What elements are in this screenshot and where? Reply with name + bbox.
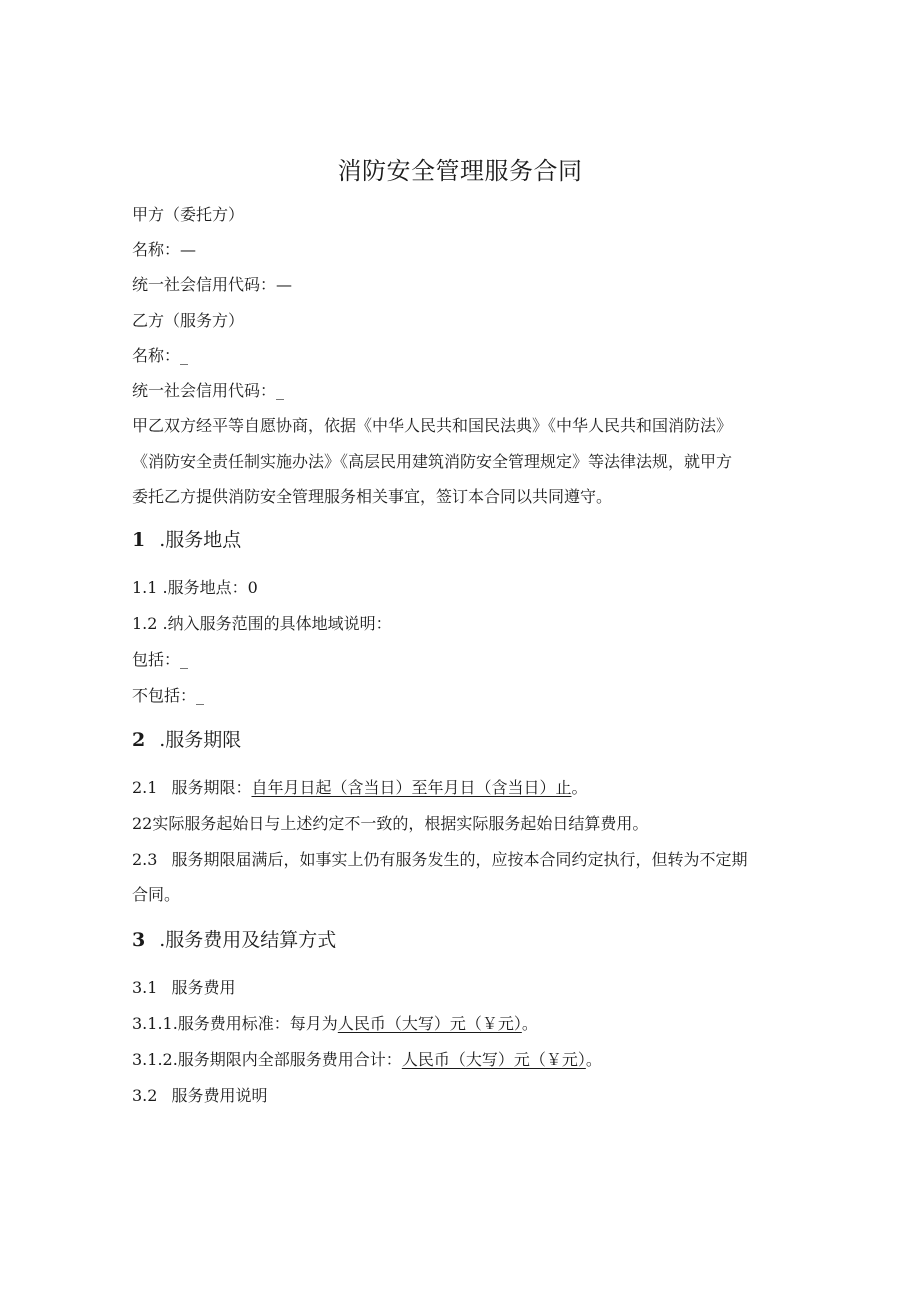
party-a-name: 名称：— bbox=[132, 240, 197, 259]
party-b-heading: 乙方（服务方） bbox=[132, 311, 245, 330]
item-3-2 bbox=[132, 1086, 267, 1106]
item-text: 服务期限届满后，如事实上仍有服务发生的，应按本合同约定执行，但转为不定期 bbox=[171, 850, 748, 869]
section-title: .服务地点 bbox=[159, 529, 242, 551]
item-text: 服务费用 bbox=[171, 978, 236, 997]
item-label: 3.2 bbox=[132, 1086, 158, 1105]
item-prefix: 3.1.2.服务期限内全部服务费用合计： bbox=[132, 1050, 402, 1069]
item-2-2: 22实际服务起始日与上述约定不一致的，根据实际服务起始日结算费用。 bbox=[132, 814, 649, 833]
item-label: 2.1 bbox=[132, 778, 158, 797]
section-number: 1 bbox=[132, 529, 146, 551]
section-title: .服务期限 bbox=[159, 729, 242, 751]
item-2-1 bbox=[132, 778, 588, 798]
item-3-1-1 bbox=[132, 1014, 538, 1034]
section-3-heading bbox=[132, 927, 336, 953]
item-1-1: 1.1 .服务地点：0 bbox=[132, 578, 258, 597]
item-3-1-2 bbox=[132, 1050, 602, 1070]
preamble-line: 甲乙双方经平等自愿协商，依据《中华人民共和国民法典》《中华人民共和国消防法》 bbox=[132, 416, 733, 435]
item-suffix: 。 bbox=[585, 1050, 602, 1069]
document-title: 消防安全管理服务合同 bbox=[337, 157, 583, 185]
section-2-heading bbox=[132, 727, 241, 753]
item-1-2: 1.2 .纳入服务范围的具体地域说明： bbox=[132, 614, 392, 633]
monthly-fee-blank: 人民币（大写）元（￥元） bbox=[337, 1014, 522, 1033]
section-number: 2 bbox=[132, 729, 146, 751]
section-1-heading bbox=[132, 527, 241, 553]
preamble-line: 委托乙方提供消防安全管理服务相关事宜，签订本合同以共同遵守。 bbox=[132, 487, 613, 506]
item-2-3-continuation: 合同。 bbox=[132, 885, 181, 904]
item-prefix: 3.1.1.服务费用标准：每月为 bbox=[132, 1014, 338, 1033]
service-include: 包括：_ bbox=[132, 650, 189, 669]
item-label: 2.3 bbox=[132, 850, 158, 869]
section-title: .服务费用及结算方式 bbox=[159, 929, 337, 951]
item-suffix: 。 bbox=[571, 778, 588, 797]
party-a-credit-code: 统一社会信用代码：— bbox=[132, 275, 293, 294]
item-prefix: 服务期限： bbox=[171, 778, 252, 797]
item-suffix: 。 bbox=[521, 1014, 538, 1033]
party-a-heading: 甲方（委托方） bbox=[132, 205, 245, 224]
service-exclude: 不包括：_ bbox=[132, 686, 205, 705]
service-term-blank: 自年月日起（含当日）至年月日（含当日）止 bbox=[251, 778, 572, 797]
party-b-credit-code: 统一社会信用代码：_ bbox=[132, 381, 285, 400]
item-2-3 bbox=[132, 850, 747, 870]
item-3-1 bbox=[132, 978, 235, 998]
item-label: 3.1 bbox=[132, 978, 158, 997]
section-number: 3 bbox=[132, 929, 146, 951]
total-fee-blank: 人民币（大写）元（￥元） bbox=[401, 1050, 586, 1069]
preamble-line: 《消防安全责任制实施办法》《高层民用建筑消防安全管理规定》等法律法规，就甲方 bbox=[132, 452, 733, 471]
item-text: 服务费用说明 bbox=[171, 1086, 268, 1105]
party-b-name: 名称：_ bbox=[132, 346, 189, 365]
